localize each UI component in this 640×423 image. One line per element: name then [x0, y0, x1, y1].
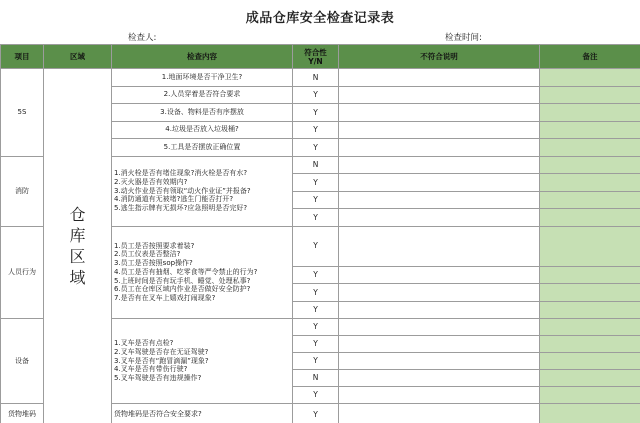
note-cell[interactable] — [540, 174, 640, 192]
result-cell[interactable]: Y — [293, 139, 339, 157]
result-cell[interactable]: Y — [293, 209, 339, 227]
nonconform-cell[interactable] — [339, 336, 540, 353]
header-conform-sub: Y/N — [308, 56, 323, 66]
check-content: 3.叉车是否有“跑冒滴漏”现象? — [114, 356, 209, 365]
note-cell[interactable] — [540, 266, 640, 284]
note-cell[interactable] — [540, 319, 640, 336]
note-cell[interactable] — [540, 370, 640, 387]
note-cell[interactable] — [540, 121, 640, 139]
group-stacking: 货物堆码 — [1, 404, 44, 423]
result-cell[interactable]: Y — [293, 266, 339, 284]
note-cell[interactable] — [540, 69, 640, 87]
note-cell[interactable] — [540, 336, 640, 353]
check-content-block — [112, 319, 293, 404]
header-area: 区域 — [44, 45, 112, 69]
header-content: 检查内容 — [112, 45, 293, 69]
note-cell[interactable] — [540, 209, 640, 227]
check-content: 3.动火作业是否有领取“动火作业证”并报备? — [114, 186, 251, 195]
result-cell[interactable]: Y — [293, 226, 339, 266]
note-cell[interactable] — [540, 139, 640, 157]
result-cell[interactable]: N — [293, 156, 339, 174]
check-content: 4.员工是否有抽烟、吃零食等严令禁止的行为? — [114, 267, 258, 276]
result-cell[interactable]: N — [293, 370, 339, 387]
result-cell[interactable]: Y — [293, 174, 339, 192]
inspection-table — [0, 44, 640, 423]
result-cell[interactable]: Y — [293, 336, 339, 353]
result-cell[interactable]: Y — [293, 104, 339, 122]
table-row — [1, 69, 640, 87]
nonconform-cell[interactable] — [339, 353, 540, 370]
note-cell[interactable] — [540, 226, 640, 266]
nonconform-cell[interactable] — [339, 301, 540, 319]
note-cell[interactable] — [540, 404, 640, 423]
header-row — [1, 45, 640, 69]
nonconform-cell[interactable] — [339, 370, 540, 387]
check-content: 6.员工在仓库区域内作业是否做好安全防护? — [114, 285, 251, 294]
group-personnel: 人员行为 — [1, 226, 44, 319]
nonconform-cell[interactable] — [339, 174, 540, 192]
nonconform-cell[interactable] — [339, 121, 540, 139]
check-content-block — [112, 226, 293, 319]
check-content: 3.设备、物料是否有序摆放 — [112, 104, 293, 122]
result-cell[interactable]: Y — [293, 86, 339, 104]
check-content: 1.地面环境是否干净卫生? — [112, 69, 293, 87]
note-cell[interactable] — [540, 86, 640, 104]
check-content: 5.叉车驾驶是否有违规操作? — [114, 374, 202, 383]
header-conform-label: 符合性 — [304, 47, 327, 57]
header-item: 项目 — [1, 45, 44, 69]
result-cell[interactable]: Y — [293, 353, 339, 370]
nonconform-cell[interactable] — [339, 209, 540, 227]
nonconform-cell[interactable] — [339, 86, 540, 104]
header-conform — [293, 45, 339, 69]
group-fire: 消防 — [1, 156, 44, 226]
check-content: 4.消防通道有无被堵?逃生门能否打开? — [114, 195, 234, 204]
note-cell[interactable] — [540, 104, 640, 122]
nonconform-cell[interactable] — [339, 404, 540, 423]
nonconform-cell[interactable] — [339, 69, 540, 87]
header-note: 备注 — [540, 45, 640, 69]
check-content: 5.工具是否摆放正确位置 — [112, 139, 293, 157]
check-content-block — [112, 156, 293, 226]
result-cell[interactable]: N — [293, 69, 339, 87]
check-content: 1.员工是否按照要求着装? — [114, 241, 195, 250]
nonconform-cell[interactable] — [339, 226, 540, 266]
note-cell[interactable] — [540, 156, 640, 174]
note-cell[interactable] — [540, 387, 640, 404]
check-content: 5.逃生指示牌有无损坏?应急照明是否完好? — [114, 204, 248, 213]
note-cell[interactable] — [540, 353, 640, 370]
inspector-label: 检查人: — [128, 33, 157, 43]
check-content: 1.叉车是否有点检? — [114, 339, 174, 348]
header-nonconform: 不符合说明 — [339, 45, 540, 69]
group-equipment: 设备 — [1, 319, 44, 404]
result-cell[interactable]: Y — [293, 284, 339, 302]
nonconform-cell[interactable] — [339, 284, 540, 302]
check-content: 2.叉车驾驶是否存在无证驾驶? — [114, 347, 209, 356]
nonconform-cell[interactable] — [339, 387, 540, 404]
region-label: 仓库区域 — [69, 205, 86, 287]
note-cell[interactable] — [540, 284, 640, 302]
result-cell[interactable]: Y — [293, 387, 339, 404]
check-content: 2.人员穿着是否符合要求 — [112, 86, 293, 104]
nonconform-cell[interactable] — [339, 266, 540, 284]
check-content: 2.灭火器是否有效期内? — [114, 177, 188, 186]
result-cell[interactable]: Y — [293, 301, 339, 319]
nonconform-cell[interactable] — [339, 156, 540, 174]
sheet-title: 成品仓库安全检查记录表 — [245, 11, 395, 26]
note-cell[interactable] — [540, 191, 640, 209]
check-content: 5.上班时间是否有玩手机、睡觉、处理私事? — [114, 276, 251, 285]
result-cell[interactable]: Y — [293, 191, 339, 209]
result-cell[interactable]: Y — [293, 404, 339, 423]
nonconform-cell[interactable] — [339, 191, 540, 209]
note-cell[interactable] — [540, 301, 640, 319]
region-cell — [44, 69, 112, 423]
check-content: 货物堆码是否符合安全要求? — [112, 404, 293, 423]
result-cell[interactable]: Y — [293, 319, 339, 336]
check-content: 3.员工是否按照sop操作? — [114, 259, 193, 268]
check-content: 4.垃圾是否放入垃圾桶? — [112, 121, 293, 139]
inspection-time-label: 检查时间: — [445, 33, 482, 43]
check-content: 1.消火栓是否有堵住现象?消火栓是否有水? — [114, 169, 248, 178]
nonconform-cell[interactable] — [339, 104, 540, 122]
nonconform-cell[interactable] — [339, 319, 540, 336]
result-cell[interactable]: Y — [293, 121, 339, 139]
check-content: 2.员工仪表是否整洁? — [114, 250, 181, 259]
check-content: 7.是否有在叉车上嬉戏打闹现象? — [114, 294, 216, 303]
check-content: 4.叉车是否有带伤行驶? — [114, 365, 188, 374]
nonconform-cell[interactable] — [339, 139, 540, 157]
group-5s: 5S — [1, 69, 44, 157]
